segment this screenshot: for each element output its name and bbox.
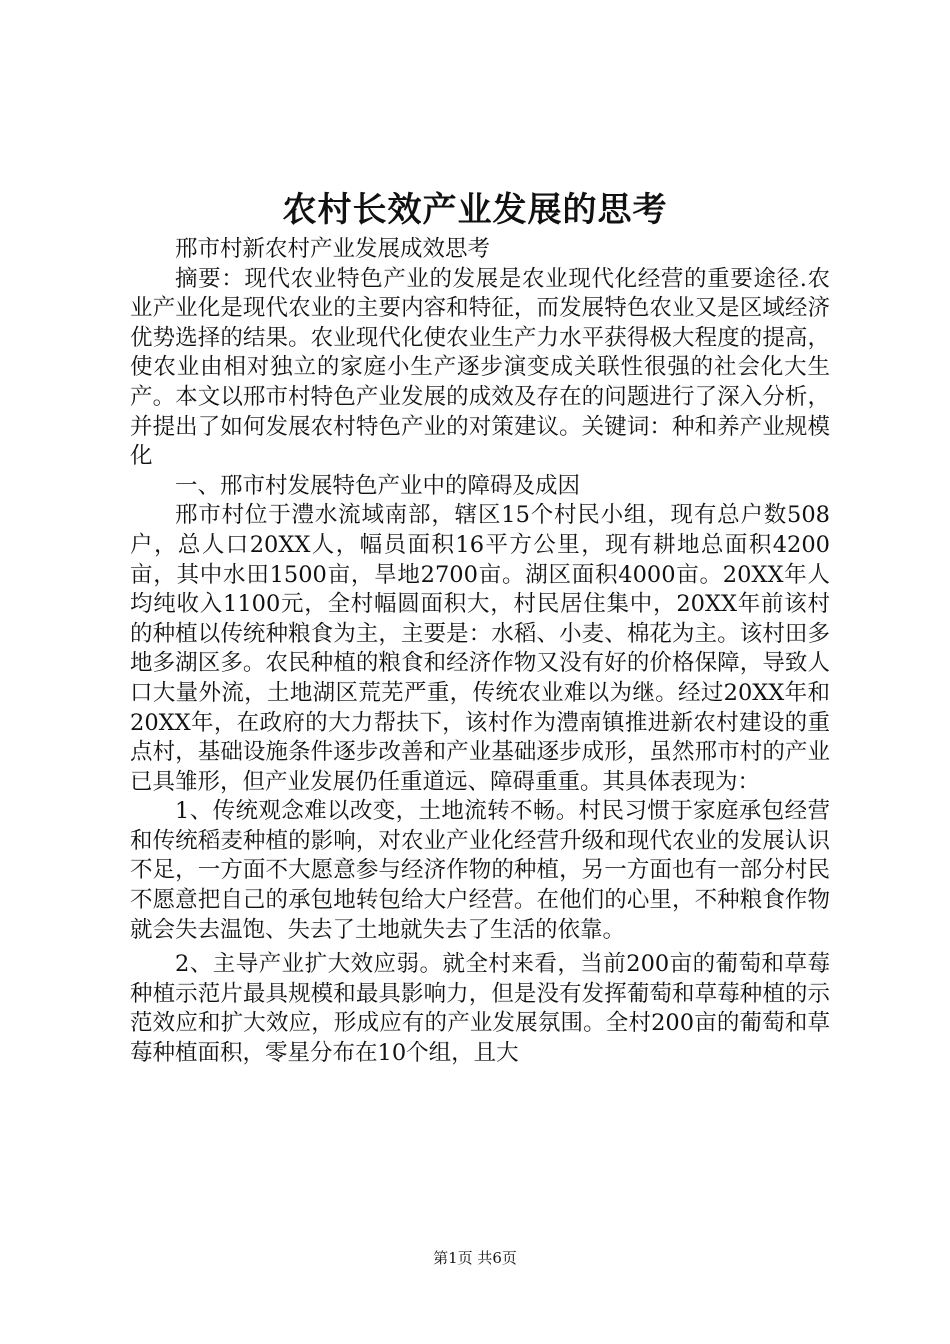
document-title: 农村长效产业发展的思考 bbox=[282, 190, 668, 230]
body-paragraph: 邢市村位于澧水流域南部，辖区15个村民小组，现有总户数508户，总人口20XX人，幅员面积16平方公里，现有耕地总面积4200亩，其中水田1500亩，旱地2700亩。湖区面积4000亩。20XX年人均纯收入1100元，全村幅圆面积大，村民居住集中，20XX年前该村的种植以传统种粮食为主，主要是：水稻、小麦、棉花为主。该村田多地多湖区多。农民种植的粮食和经济作物又没有好的价格保障，导致人口大量外流，土地湖区荒芜严重，传统农业难以为继。经过20XX年和20XX年，在政府的大力帮扶下，该村作为澧南镇推进新农村建设的重点村，基础设施条件逐步改善和产业基础逐步成形，虽然邢市村的产业已具雏形，但产业发展仍任重道远、障碍重重。其具体表现为： bbox=[130, 502, 830, 795]
document-body bbox=[130, 235, 830, 1069]
body-paragraph: 1、传统观念难以改变，土地流转不畅。村民习惯于家庭承包经营和传统稻麦种植的影响，对农业产业化经营升级和现代农业的发展认识不足，一方面不大愿意参与经济作物的种植，另一方面也有一部分村民不愿意把自己的承包地转包给大户经营。在他们的心里，不种粮食作物就会失去温饱、失去了土地就失去了生活的依靠。 bbox=[130, 798, 830, 943]
body-paragraph: 2、主导产业扩大效应弱。就全村来看，当前200亩的葡萄和草莓种植示范片最具规模和最具影响力，但是没有发挥葡萄和草莓种植的示范效应和扩大效应，形成应有的产业发展氛围。全村200亩的葡萄和草莓种植面积，零星分布在10个组，且大 bbox=[130, 951, 830, 1067]
page-footer: 第1页 共6页 bbox=[433, 1249, 517, 1267]
section-heading: 一、邢市村发展特色产业中的障碍及成因 bbox=[175, 472, 581, 499]
abstract-paragraph: 摘要：现代农业特色产业的发展是农业现代化经营的重要途径.农业产业化是现代农业的主要内容和特征，而发展特色农业又是区域经济优势选择的结果。农业现代化使农业生产力水平获得极大程度的提高，使农业由相对独立的家庭小生产逐步演变成关联性很强的社会化大生产。本文以邢市村特色产业发展的成效及存在的问题进行了深入分析，并提出了如何发展农村特色产业的对策建议。关键词：种和养产业规模化 bbox=[130, 265, 830, 470]
subtitle-paragraph: 邢市村新农村产业发展成效思考 bbox=[175, 236, 491, 262]
